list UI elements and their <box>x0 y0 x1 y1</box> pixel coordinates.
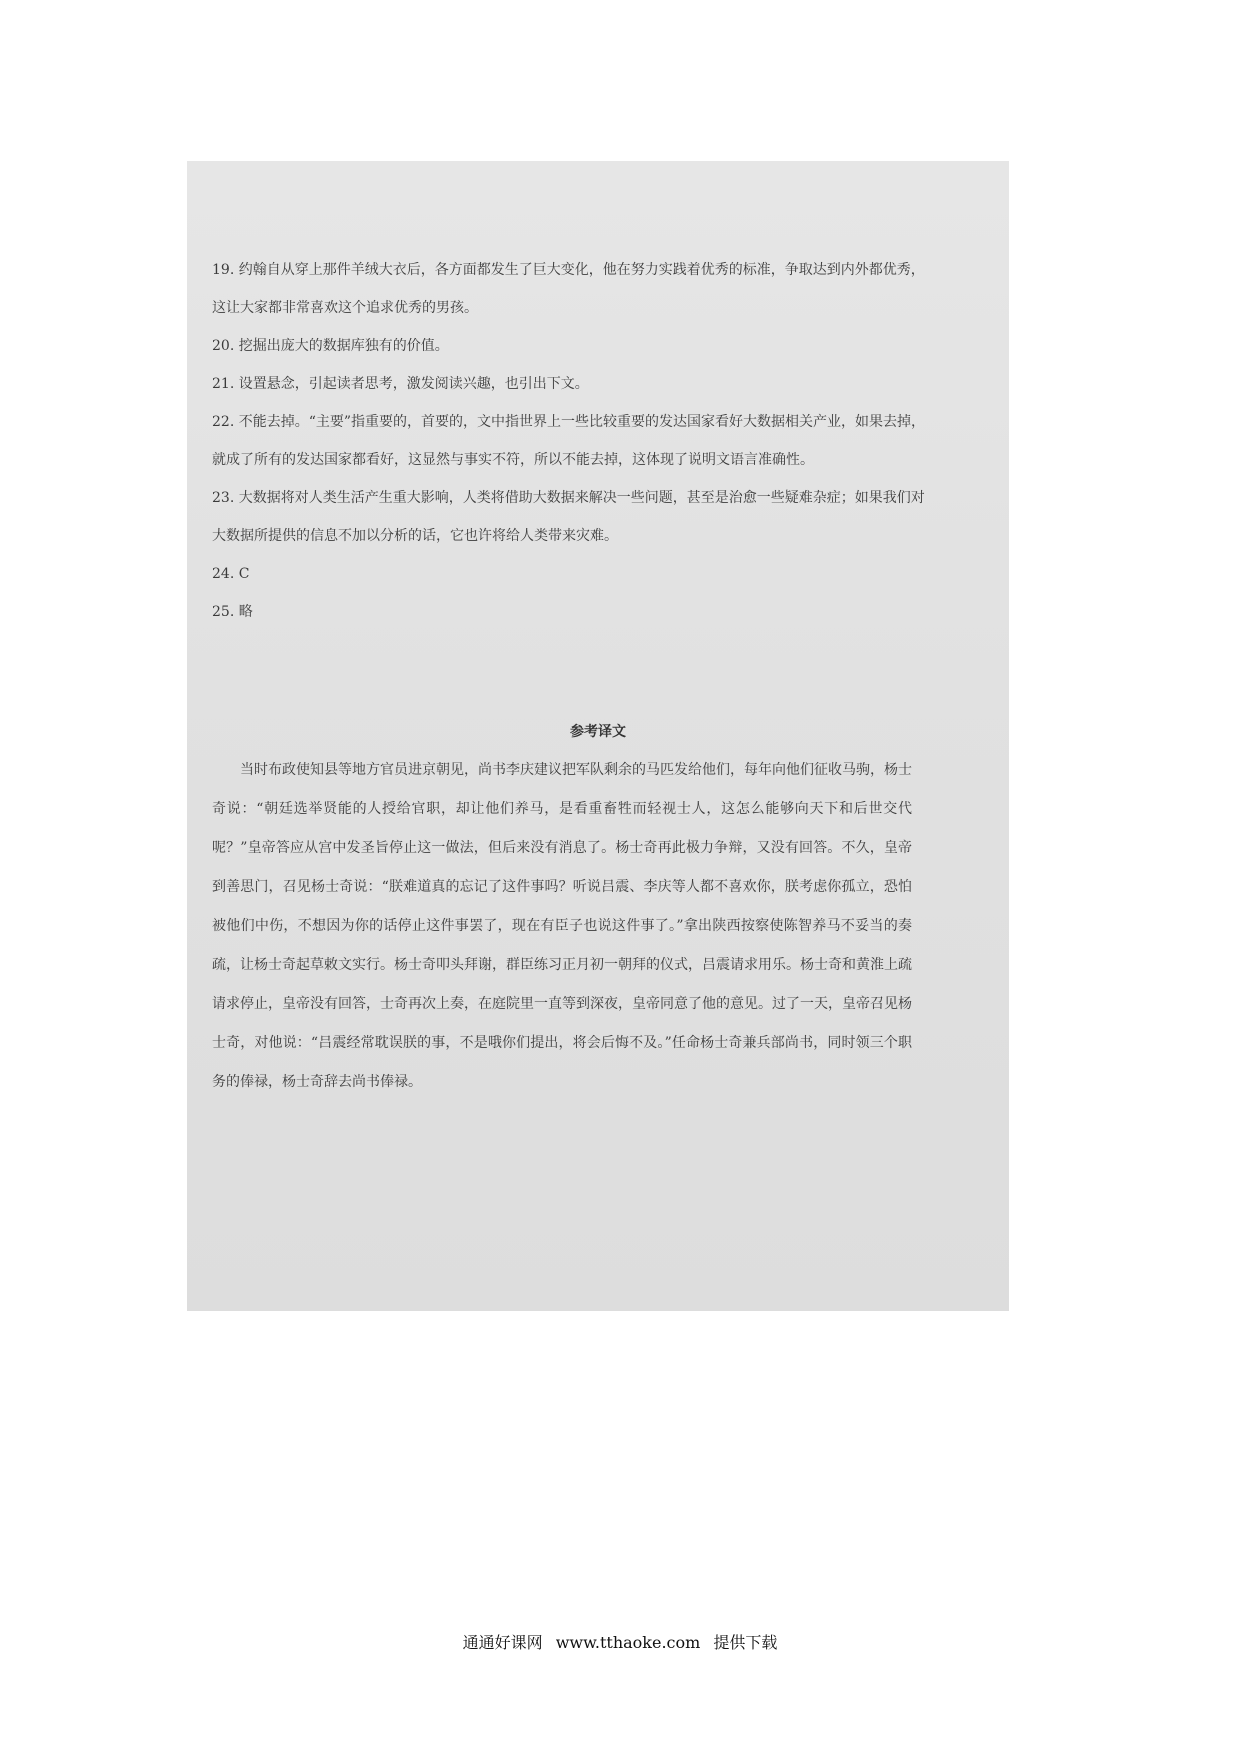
answer-20: 20. 挖掘出庞大的数据库独有的价值。 <box>212 338 449 354</box>
footer-site-name: 通通好课网 <box>462 1633 543 1652</box>
footer-action: 提供下载 <box>713 1633 778 1652</box>
answer-19: 19. 约翰自从穿上那件羊绒大衣后，各方面都发生了巨大变化，他在努力实践着优秀的标准，争取达到内外都优秀，这让大家都非常喜欢这个追求优秀的男孩。 <box>212 262 925 316</box>
answer-24: 24. C <box>212 566 250 582</box>
scanned-page <box>187 161 1009 1311</box>
answer-list <box>212 251 932 631</box>
footer <box>0 1630 1240 1653</box>
answer-22: 22. 不能去掉。“主要”指重要的，首要的，文中指世界上一些比较重要的发达国家看好大数据相关产业，如果去掉，就成了所有的发达国家都看好，这显然与事实不符，所以不能去掉，这体现了说明文语言准确性。 <box>212 414 926 468</box>
answer-21: 21. 设置悬念，引起读者思考，激发阅读兴趣，也引出下文。 <box>212 376 589 392</box>
answer-25: 25. 略 <box>212 604 253 620</box>
footer-url[interactable]: www.tthaoke.com <box>555 1633 701 1652</box>
translation-body <box>212 751 912 1102</box>
answer-23: 23. 大数据将对人类生活产生重大影响，人类将借助大数据来解决一些问题，甚至是治愈一些疑难杂症；如果我们对大数据所提供的信息不加以分析的话，它也许将给人类带来灾难。 <box>212 490 925 544</box>
translation-title: 参考译文 <box>570 724 626 740</box>
translation-text: 当时布政使知县等地方官员进京朝见，尚书李庆建议把军队剩余的马匹发给他们，每年向他们征收马驹，杨士奇说：“朝廷选举贤能的人授给官职，却让他们养马，是看重畜牲而轻视士人，这怎么能够向天下和后世交代呢？”皇帝答应从宫中发圣旨停止这一做法，但后来没有消息了。杨士奇再此极力争辩，又没有回答。不久，皇帝到善思门，召见杨士奇说：“朕难道真的忘记了这件事吗？听说吕震、李庆等人都不喜欢你，朕考虑你孤立，恐怕被他们中伤，不想因为你的话停止这件事罢了，现在有臣子也说这件事了。”拿出陕西按察使陈智养马不妥当的奏疏，让杨士奇起草敕文实行。杨士奇叩头拜谢，群臣练习正月初一朝拜的仪式，吕震请求用乐。杨士奇和黄淮上疏请求停止，皇帝没有回答，士奇再次上奏，在庭院里一直等到深夜，皇帝同意了他的意见。过了一天，皇帝召见杨士奇，对他说：“吕震经常耽误朕的事，不是哦你们提出，将会后悔不及。”任命杨士奇兼兵部尚书，同时领三个职务的俸禄，杨士奇辞去尚书俸禄。 <box>212 762 912 1090</box>
